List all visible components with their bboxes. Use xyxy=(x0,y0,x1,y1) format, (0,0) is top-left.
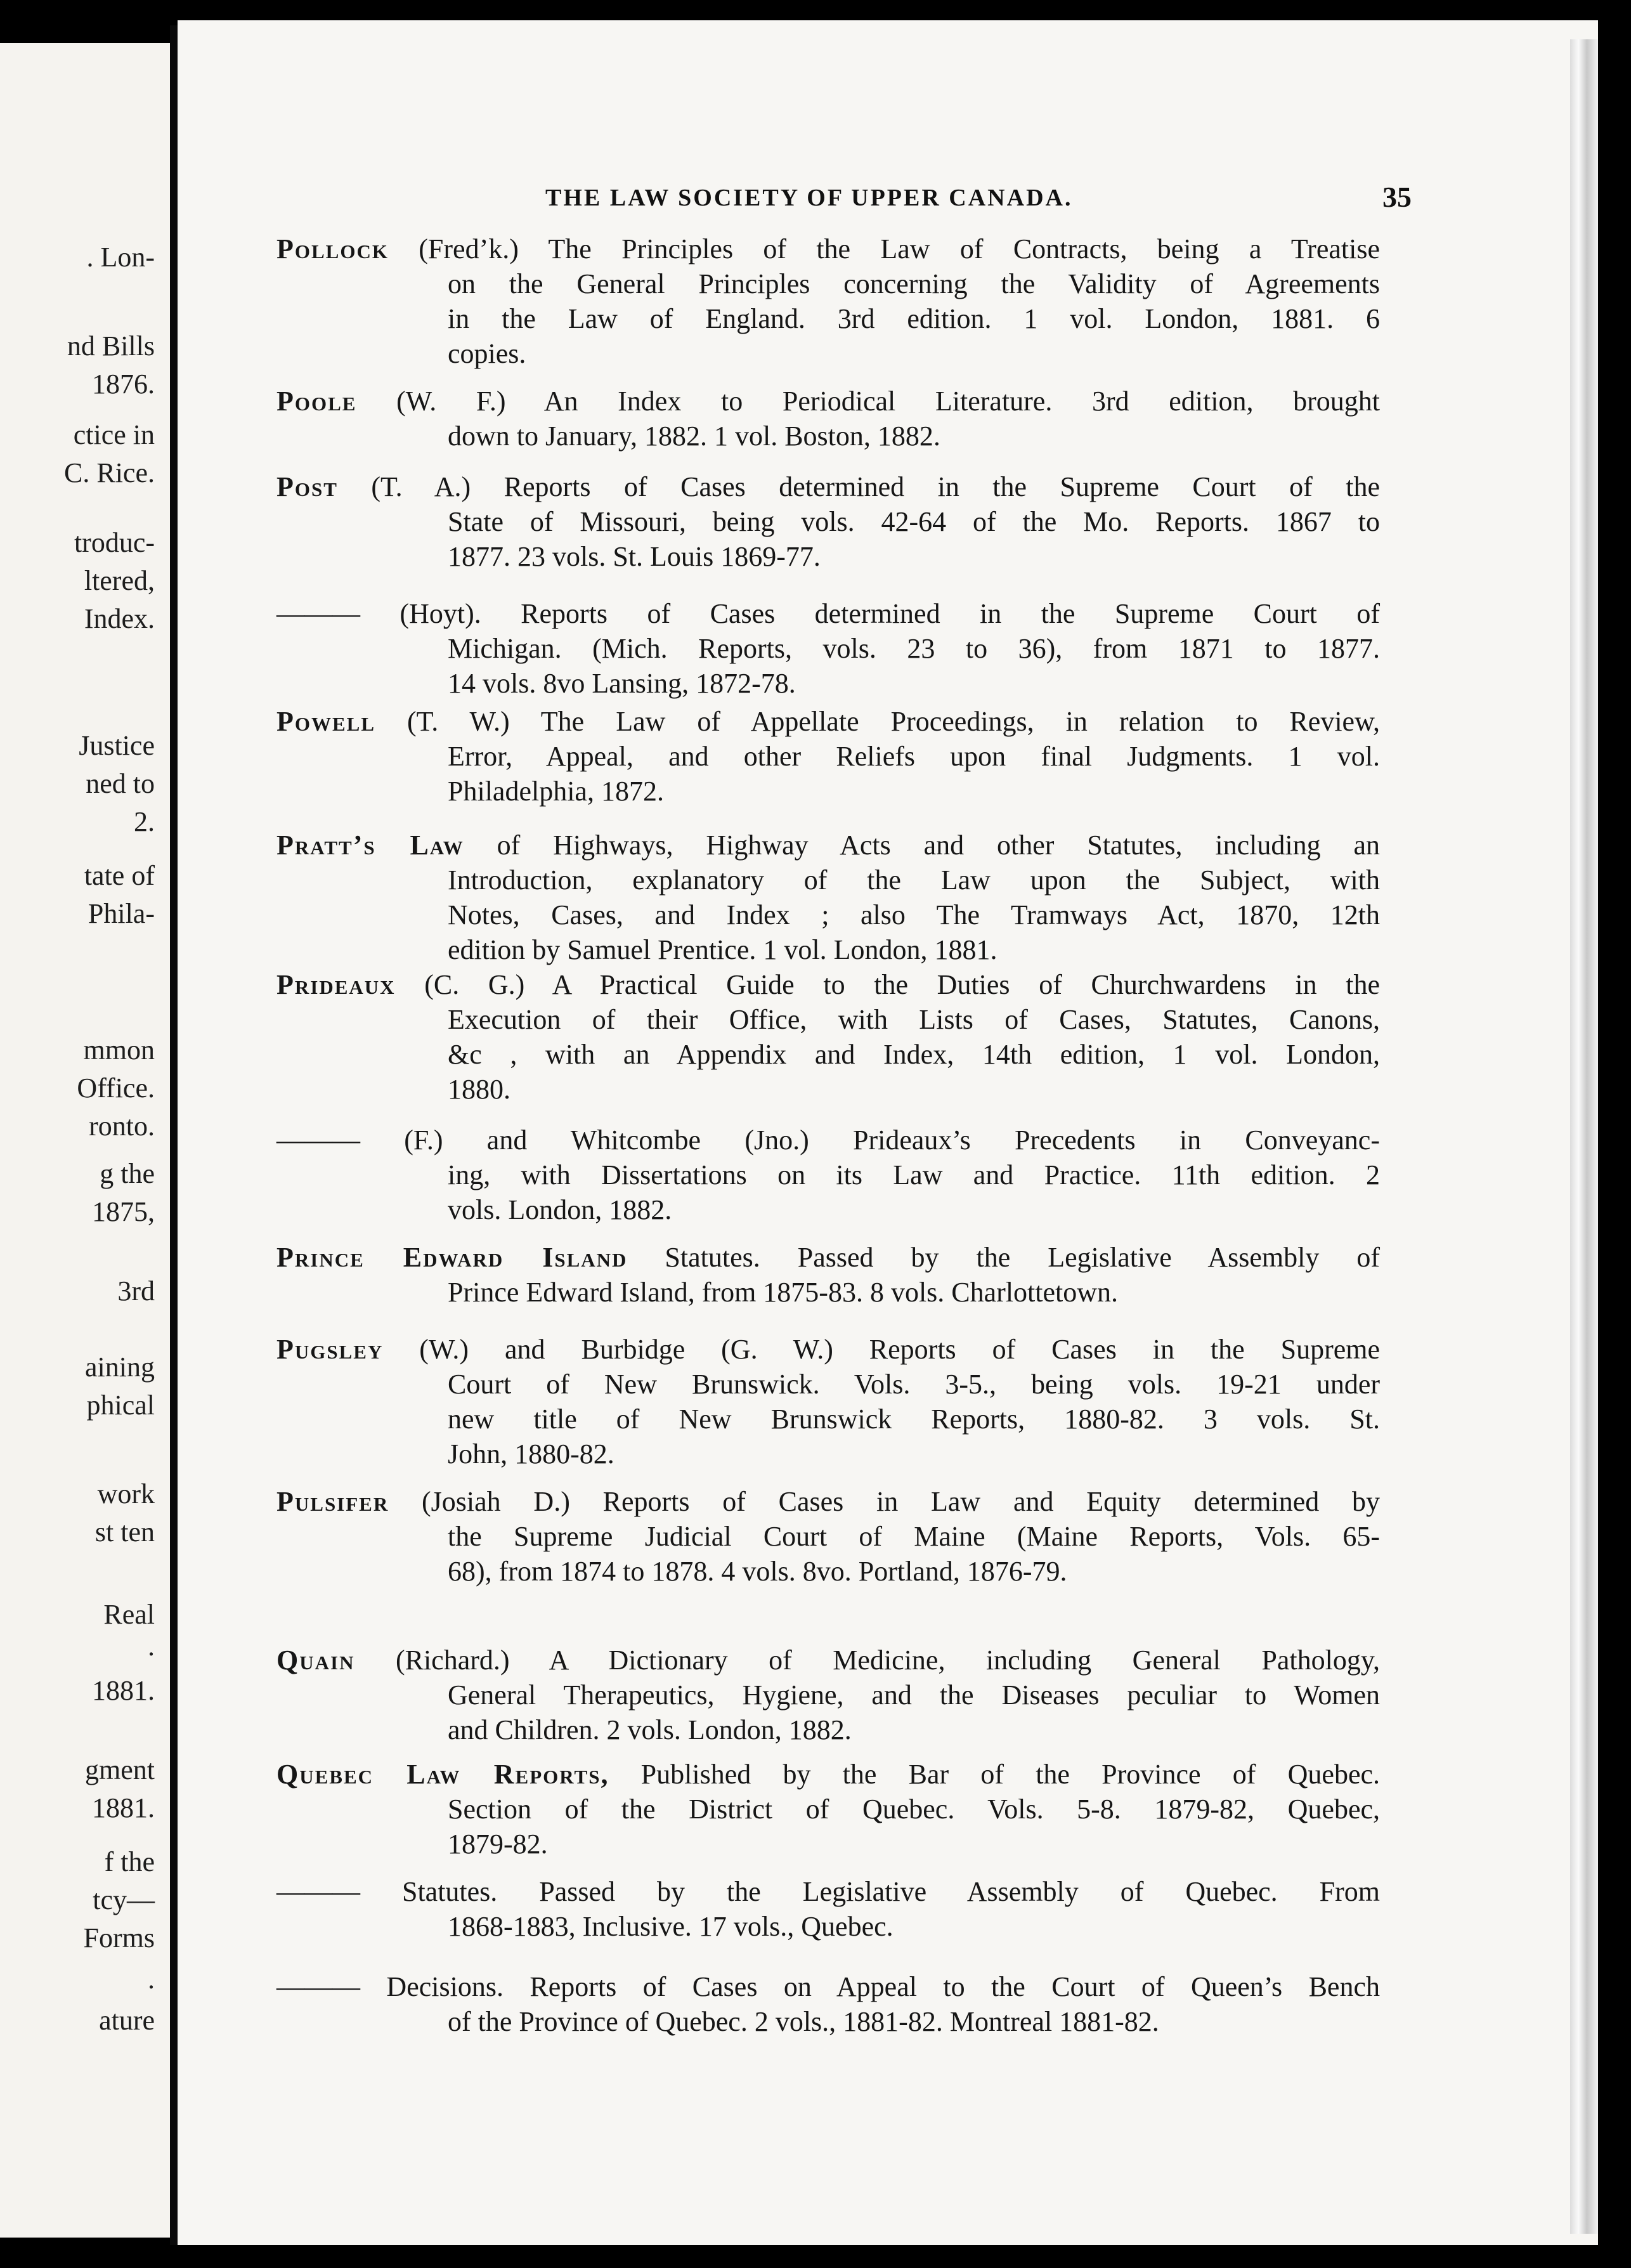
left-page-text-fragment: Justice xyxy=(79,730,155,761)
entry-line: Michigan. (Mich. Reports, vols. 23 to 36), from 1871 to 1877. xyxy=(448,633,1380,664)
entry-heading: Prince Edward Island xyxy=(276,1242,628,1273)
left-page-text-fragment: Forms xyxy=(83,1922,155,1953)
left-page-text-fragment: . xyxy=(148,1964,155,1995)
left-page-text-fragment: mmon xyxy=(83,1034,155,1066)
catalog-entry xyxy=(276,1123,1380,1227)
catalog-entry xyxy=(276,1757,1380,1861)
left-page-text-fragment: f the xyxy=(104,1846,155,1877)
left-page-text-fragment: phical xyxy=(86,1390,155,1421)
catalog-entry xyxy=(276,1643,1380,1747)
entry-line: Prince Edward Island, from 1875-83. 8 vols. Charlottetown. xyxy=(448,1277,1119,1308)
left-page-text-fragment: Phila- xyxy=(88,898,155,929)
entry-heading: Pratt’s Law xyxy=(276,830,464,861)
entry-line: ——— Decisions. Reports of Cases on Appeal to the Court of Queen’s Bench xyxy=(276,1971,1380,2002)
catalog-entry xyxy=(276,384,1380,453)
entry-line: ing, with Dissertations on its Law and Practice. 11th edition. 2 xyxy=(448,1159,1380,1190)
right-page xyxy=(178,20,1598,2245)
left-page-text-fragment: 2. xyxy=(134,806,155,837)
entry-line: new title of New Brunswick Reports, 1880-82. 3 vols. St. xyxy=(448,1404,1380,1435)
left-page-text-fragment: 1876. xyxy=(92,368,155,400)
catalog-entry xyxy=(276,828,1380,967)
left-page-text-fragment: tate of xyxy=(84,860,155,891)
left-page-text-fragment: tcy— xyxy=(93,1884,155,1915)
catalog-entry xyxy=(276,469,1380,574)
entry-line: vols. London, 1882. xyxy=(448,1194,672,1225)
left-page-text-fragment: Office. xyxy=(77,1072,155,1104)
left-page-text-fragment: ature xyxy=(99,2005,155,2036)
entry-line: Post (T. A.) Reports of Cases determined in the Supreme Court of the xyxy=(276,471,1380,502)
entry-line: ——— (F.) and Whitcombe (Jno.) Prideaux’s Precedents in Conveyanc- xyxy=(276,1124,1380,1156)
entry-line: Poole (W. F.) An Index to Periodical Literature. 3rd edition, brought xyxy=(276,386,1380,417)
left-page-text-fragment: g the xyxy=(100,1158,155,1189)
catalog-entry xyxy=(276,1484,1380,1589)
catalog-entry xyxy=(276,1332,1380,1471)
entry-heading: Prideaux xyxy=(276,969,396,1000)
left-page-text-fragment: 1875, xyxy=(92,1196,155,1227)
left-page-text-fragment: troduc- xyxy=(74,527,155,558)
entry-heading: Powell xyxy=(276,706,376,737)
book-gutter xyxy=(170,25,178,2245)
catalog-entry xyxy=(276,596,1380,701)
left-page-text-fragment: C. Rice. xyxy=(64,457,155,488)
entry-line: Pratt’s Law of Highways, Highway Acts and other Statutes, including an xyxy=(276,830,1380,861)
entry-line: 14 vols. 8vo Lansing, 1872-78. xyxy=(448,668,796,699)
catalog-entry xyxy=(276,1874,1380,1944)
entry-line: Error, Appeal, and other Reliefs upon final Judgments. 1 vol. xyxy=(448,741,1380,772)
entry-line: &c , with an Appendix and Index, 14th edition, 1 vol. London, xyxy=(448,1039,1380,1070)
entry-line: in the Law of England. 3rd edition. 1 vol. London, 1881. 6 xyxy=(448,303,1380,334)
left-page-text-fragment: work xyxy=(97,1478,155,1509)
entry-heading: Quain xyxy=(276,1645,355,1676)
entry-line: 1877. 23 vols. St. Louis 1869-77. xyxy=(448,541,821,572)
entry-line: 1880. xyxy=(448,1074,510,1105)
entry-line: Quebec Law Reports, Published by the Bar of the Province of Quebec. xyxy=(276,1759,1381,1790)
entry-line: Pugsley (W.) and Burbidge (G. W.) Reports of Cases in the Supreme xyxy=(276,1334,1380,1365)
catalog-entry xyxy=(276,1240,1380,1310)
entry-line: Pollock (Fred’k.) The Principles of the Law of Contracts, being a Treatise xyxy=(276,233,1380,264)
entry-line: the Supreme Judicial Court of Maine (Maine Reports, Vols. 65- xyxy=(448,1521,1380,1552)
catalog-entry xyxy=(276,231,1380,371)
left-page-text-fragment: . Lon- xyxy=(86,242,155,273)
entry-line: General Therapeutics, Hygiene, and the Diseases peculiar to Women xyxy=(448,1679,1380,1711)
entry-line: Execution of their Office, with Lists of Cases, Statutes, Canons, xyxy=(448,1004,1380,1035)
left-page-text-fragment: 1881. xyxy=(92,1675,155,1706)
entry-line: on the General Principles concerning the Validity of Agreements xyxy=(448,268,1380,299)
entry-line: and Children. 2 vols. London, 1882. xyxy=(448,1714,852,1745)
entry-line: Court of New Brunswick. Vols. 3-5., being vols. 19-21 under xyxy=(448,1369,1380,1400)
left-page-text-fragment: 3rd xyxy=(117,1275,155,1307)
left-page-text-fragment: ned to xyxy=(86,768,155,799)
left-page-text-fragment: . xyxy=(148,1631,155,1662)
left-page-text-fragment: Index. xyxy=(84,603,155,634)
entry-line: 1868-1883, Inclusive. 17 vols., Quebec. xyxy=(448,1911,893,1942)
entry-heading: Post xyxy=(276,471,338,502)
left-page-text-fragment: ctice in xyxy=(73,419,155,450)
left-page-text-fragment: nd Bills xyxy=(67,330,155,362)
entry-line: State of Missouri, being vols. 42-64 of the Mo. Reports. 1867 to xyxy=(448,506,1380,537)
entry-line: ——— (Hoyt). Reports of Cases determined in the Supreme Court of xyxy=(276,598,1380,629)
entry-line: Section of the District of Quebec. Vols. 5-8. 1879-82, Quebec, xyxy=(448,1794,1380,1825)
entry-heading: Quebec Law Reports, xyxy=(276,1759,609,1790)
entry-line: edition by Samuel Prentice. 1 vol. London, 1881. xyxy=(448,934,997,965)
entry-heading: Pugsley xyxy=(276,1334,384,1365)
entry-line: Notes, Cases, and Index ; also The Tramways Act, 1870, 12th xyxy=(448,899,1380,930)
page-number: 35 xyxy=(1382,181,1412,213)
running-head: THE LAW SOCIETY OF UPPER CANADA. xyxy=(545,185,1073,211)
entry-line: Prideaux (C. G.) A Practical Guide to the Duties of Churchwardens in the xyxy=(276,969,1380,1000)
entry-heading: Poole xyxy=(276,386,357,417)
entry-line: copies. xyxy=(448,338,526,369)
left-page-text-fragment: aining xyxy=(85,1352,155,1383)
entry-line: Introduction, explanatory of the Law upon the Subject, with xyxy=(448,864,1380,896)
entry-line: ——— Statutes. Passed by the Legislative Assembly of Quebec. From xyxy=(276,1876,1380,1907)
entry-line: John, 1880-82. xyxy=(448,1438,614,1470)
left-page-text-fragment: st ten xyxy=(94,1516,155,1548)
left-page-text-fragment: Real xyxy=(103,1599,155,1630)
left-page-text-fragment: ronto. xyxy=(89,1111,155,1142)
entry-line: Quain (Richard.) A Dictionary of Medicine, including General Pathology, xyxy=(276,1645,1380,1676)
left-page-text-fragment: ltered, xyxy=(84,565,155,596)
left-page-text-fragment: gment xyxy=(85,1754,155,1785)
entry-line: Prince Edward Island Statutes. Passed by the Legislative Assembly of xyxy=(276,1242,1380,1273)
entry-line: down to January, 1882. 1 vol. Boston, 1882. xyxy=(448,420,940,452)
left-page-text-fragment: 1881. xyxy=(92,1792,155,1823)
catalog-entry xyxy=(276,1969,1380,2039)
entry-line: Philadelphia, 1872. xyxy=(448,776,664,807)
catalog-entry xyxy=(276,967,1380,1107)
catalog-entry xyxy=(276,704,1380,809)
page-edge xyxy=(1570,39,1598,2234)
entry-line: Pulsifer (Josiah D.) Reports of Cases in Law and Equity determined by xyxy=(276,1486,1380,1517)
entry-heading: Pollock xyxy=(276,233,389,264)
entry-heading: Pulsifer xyxy=(276,1486,389,1517)
entry-line: Powell (T. W.) The Law of Appellate Proceedings, in relation to Review, xyxy=(276,706,1380,737)
entry-line: 68), from 1874 to 1878. 4 vols. 8vo. Portland, 1876-79. xyxy=(448,1556,1067,1587)
entry-line: 1879-82. xyxy=(448,1828,548,1860)
entry-line: of the Province of Quebec. 2 vols., 1881-82. Montreal 1881-82. xyxy=(448,2006,1159,2037)
left-page-fragment xyxy=(0,43,170,2238)
